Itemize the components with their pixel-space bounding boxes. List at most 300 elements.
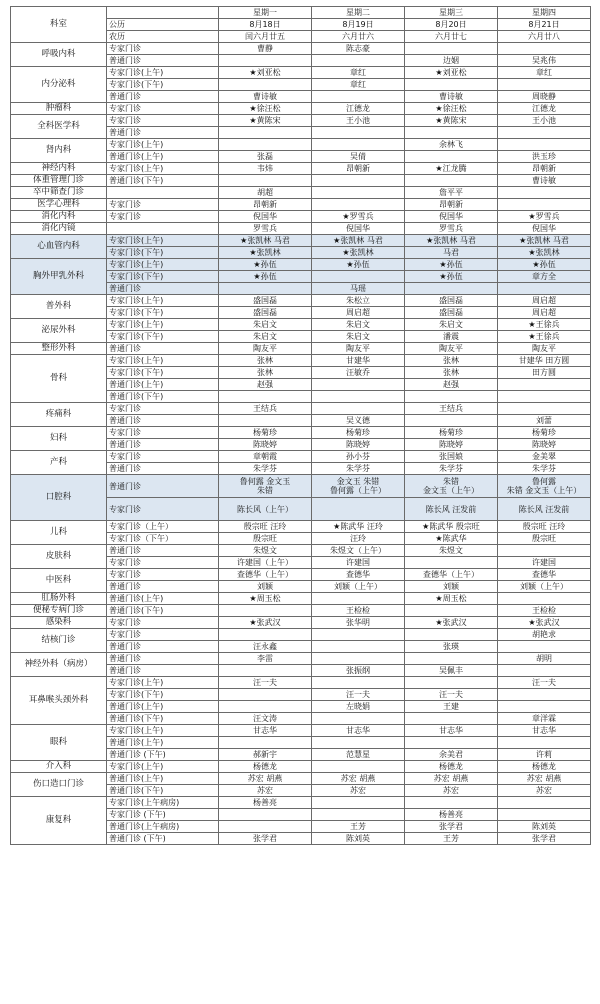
department-name: 介入科 [11,761,107,773]
doctor-cell: 江德龙 [312,103,405,115]
doctor-cell: 汪敏乔 [312,367,405,379]
schedule-row [11,235,591,247]
department-name: 呼吸内科 [11,43,107,67]
doctor-cell: 殷宗旺 [219,533,312,545]
doctor-cell: ★张凯林 [498,247,591,259]
doctor-cell: 查德华（上午） [219,569,312,581]
clinic-type: 专家门诊 [107,115,219,127]
doctor-cell [219,701,312,713]
doctor-cell: ★陈武华 汪玲 [312,521,405,533]
doctor-cell: 朱煜文 [405,545,498,557]
doctor-cell: 陈晓婷 [312,439,405,451]
doctor-cell [219,139,312,151]
doctor-cell: 王结兵 [219,403,312,415]
department-name: 肿瘤科 [11,103,107,115]
doctor-cell: 盛国磊 [219,307,312,319]
doctor-cell: ★张凯林 马君 [498,235,591,247]
doctor-cell: 陈志豪 [312,43,405,55]
doctor-cell: ★孙伍 [405,259,498,271]
doctor-cell: 倪国华 [498,223,591,235]
department-name: 消化内科 [11,211,107,223]
doctor-cell: ★徐汪松 [405,103,498,115]
doctor-cell: 潘震 [405,331,498,343]
doctor-cell: 朱启文 [219,319,312,331]
doctor-cell [312,737,405,749]
doctor-cell: ★陈武华 [405,533,498,545]
clinic-type: 专家门诊(下午) [107,367,219,379]
schedule-row [11,139,591,151]
department-name: 神经内科 [11,163,107,175]
clinic-type: 普通门诊(上午) [107,379,219,391]
doctor-cell: 盛国磊 [405,295,498,307]
doctor-cell: 昂朝新 [405,199,498,211]
doctor-cell: 曹静 [219,43,312,55]
doctor-cell: 朱学芬 [312,463,405,475]
doctor-cell [498,379,591,391]
doctor-cell: 汪永鑫 [219,641,312,653]
doctor-cell: 殷宗旺 汪玲 [219,521,312,533]
doctor-cell [312,653,405,665]
doctor-cell: 王检检 [312,605,405,617]
schedule-row [11,163,591,175]
doctor-cell [312,199,405,211]
doctor-cell: 查德华 [498,569,591,581]
doctor-cell: 陶友平 [312,343,405,355]
doctor-cell [312,498,405,521]
doctor-cell [219,79,312,91]
doctor-cell: 朱错 金文玉（上午） [405,475,498,498]
clinic-type: 专家门诊 [107,629,219,641]
doctor-cell: 边姻 [405,55,498,67]
doctor-cell [312,797,405,809]
schedule-row [11,187,591,199]
clinic-type: 专家门诊 (下午) [107,809,219,821]
doctor-cell [498,797,591,809]
doctor-cell: ★张武汉 [405,617,498,629]
clinic-type [107,187,219,199]
clinic-type: 专家门诊(上午) [107,725,219,737]
doctor-cell: 李雷 [219,653,312,665]
lunar-date-header: 闰六月廿五 [219,31,312,43]
doctor-cell: 朱松立 [312,295,405,307]
schedule-row [11,653,591,665]
doctor-cell [312,55,405,67]
schedule-row [11,521,591,533]
doctor-cell [498,593,591,605]
doctor-cell [498,689,591,701]
doctor-cell [498,737,591,749]
doctor-cell: 甘建华 田方圆 [498,355,591,367]
clinic-type: 专家门诊(下午) [107,247,219,259]
doctor-cell: ★黄陈宋 [219,115,312,127]
doctor-cell: ★张凯林 [219,247,312,259]
doctor-cell: 章红 [312,67,405,79]
doctor-cell: 陶友平 [219,343,312,355]
doctor-cell: ★孙伍 [219,259,312,271]
schedule-row [11,295,591,307]
doctor-cell: 金美翠 [498,451,591,463]
doctor-cell: 朱学芬 [498,463,591,475]
clinic-type: 专家门诊 [107,427,219,439]
doctor-cell: 许莉 [498,749,591,761]
doctor-cell: 苏宏 [498,785,591,797]
doctor-cell: 胡艳求 [498,629,591,641]
doctor-cell: 赵强 [219,379,312,391]
doctor-cell: 洪玉珍 [498,151,591,163]
doctor-cell: 章洋霖 [498,713,591,725]
clinic-type: 专家门诊 [107,211,219,223]
doctor-cell: 陶友平 [498,343,591,355]
header-row-weekday [11,7,591,19]
clinic-type: 专家门诊 [107,43,219,55]
doctor-cell: 倪国华 [219,211,312,223]
doctor-cell: 张学君 [219,833,312,845]
doctor-cell: 章方全 [498,271,591,283]
clinic-type: 普通门诊(下午) [107,605,219,617]
doctor-cell: 杨德龙 [405,761,498,773]
doctor-cell: ★刘亚松 [219,67,312,79]
doctor-cell: 甘志华 [219,725,312,737]
doctor-cell: 张学君 [498,833,591,845]
clinic-type: 普通门诊(上午病房) [107,821,219,833]
clinic-type: 专家门诊(上午) [107,163,219,175]
doctor-cell [498,403,591,415]
doctor-cell: 吴兆伟 [498,55,591,67]
clinic-type: 普通门诊 [107,283,219,295]
clinic-type: 专家门诊(上午) [107,677,219,689]
doctor-cell: 朱学芬 [219,463,312,475]
lunar-label: 农历 [107,31,219,43]
clinic-type: 专家门诊(上午病房) [107,797,219,809]
doctor-cell: 朱学芬 [405,463,498,475]
doctor-cell: ★罗雪兵 [312,211,405,223]
doctor-cell: 许建国（上午） [219,557,312,569]
date-header: 8月18日 [219,19,312,31]
clinic-type: 专家门诊(下午) [107,307,219,319]
department-name: 伤口造口门诊 [11,773,107,797]
clinic-type: 专家门诊(上午) [107,235,219,247]
doctor-cell: 金文玉 朱错 鲁何露（上午） [312,475,405,498]
doctor-cell: ★孙伍 [405,271,498,283]
doctor-cell: 朱煜文 [219,545,312,557]
doctor-cell: 甘志华 [498,725,591,737]
doctor-cell: 周启超 [498,295,591,307]
doctor-cell: 张华明 [312,617,405,629]
doctor-cell: 张磊 [219,151,312,163]
doctor-cell: ★张凯林 马君 [312,235,405,247]
department-name: 体重管理门诊 [11,175,107,187]
doctor-cell [312,391,405,403]
doctor-cell: 周晓静 [498,91,591,103]
doctor-cell: 杨德龙 [219,761,312,773]
department-name: 内分泌科 [11,67,107,103]
weekday-header: 星期一 [219,7,312,19]
doctor-cell: 杨菊珍 [405,427,498,439]
doctor-cell: 吴倩 [312,151,405,163]
doctor-cell [498,79,591,91]
schedule-row [11,761,591,773]
doctor-cell [405,713,498,725]
doctor-cell [312,271,405,283]
doctor-cell: 郝新宇 [219,749,312,761]
schedule-row [11,343,591,355]
department-name: 皮肤科 [11,545,107,569]
doctor-cell: 陈长风 汪发前 [405,498,498,521]
clinic-type: 专家门诊(下午) [107,331,219,343]
doctor-cell: 王小池 [312,115,405,127]
doctor-cell: 鲁何露 金文玉 朱错 [219,475,312,498]
clinic-type: 专家门诊 [107,199,219,211]
clinic-type: 普通门诊 [107,475,219,498]
doctor-cell [219,737,312,749]
doctor-cell [405,629,498,641]
department-name: 口腔科 [11,475,107,521]
schedule-row [11,175,591,187]
gregorian-label: 公历 [107,19,219,31]
doctor-cell: 胡超 [219,187,312,199]
clinic-type: 专家门诊(上午) [107,355,219,367]
doctor-cell: 刘蕾 [498,415,591,427]
doctor-cell: 杨德龙 [498,761,591,773]
clinic-type: 专家门诊(下午) [107,271,219,283]
schedule-row [11,629,591,641]
schedule-row [11,725,591,737]
doctor-cell [498,283,591,295]
clinic-type: 专家门诊(下午) [107,79,219,91]
department-name: 神经外科（病房） [11,653,107,677]
doctor-cell: 刘颖 [405,581,498,593]
doctor-cell [219,689,312,701]
doctor-cell: 杨善亮 [405,809,498,821]
schedule-row [11,427,591,439]
date-header: 8月21日 [498,19,591,31]
schedule-row [11,451,591,463]
doctor-cell [312,761,405,773]
schedule-row [11,319,591,331]
doctor-cell: 陈晓婷 [498,439,591,451]
outpatient-schedule-table [10,6,591,845]
clinic-type: 专家门诊 [107,569,219,581]
clinic-type: 普通门诊 (下午) [107,833,219,845]
clinic-type: 普通门诊 [107,581,219,593]
schedule-row [11,355,591,367]
doctor-cell [219,605,312,617]
doctor-cell: 陈晓婷 [219,439,312,451]
doctor-cell: 朱启文 [312,331,405,343]
clinic-type: 普通门诊 [107,665,219,677]
clinic-type: 普通门诊(上午) [107,701,219,713]
schedule-row [11,569,591,581]
doctor-cell: 汪文涛 [219,713,312,725]
clinic-type: 普通门诊 [107,343,219,355]
schedule-row [11,43,591,55]
doctor-cell [405,605,498,617]
department-name: 中医科 [11,569,107,593]
doctor-cell: 张林 [219,355,312,367]
doctor-cell: 甘建华 [312,355,405,367]
doctor-cell: 王芳 [405,833,498,845]
doctor-cell [405,677,498,689]
doctor-cell: 苏宏 [312,785,405,797]
clinic-type: 普通门诊 (下午) [107,749,219,761]
date-header: 8月20日 [405,19,498,31]
doctor-cell: 杨菊珍 [312,427,405,439]
doctor-cell: 罗雪兵 [405,223,498,235]
schedule-row [11,67,591,79]
doctor-cell: ★周玉松 [405,593,498,605]
clinic-type: 专家门诊(上午) [107,139,219,151]
doctor-cell: 范慧星 [312,749,405,761]
lunar-date-header: 六月廿八 [498,31,591,43]
schedule-row [11,605,591,617]
doctor-cell: 张学君 [405,821,498,833]
doctor-cell: 汪一夫 [498,677,591,689]
department-name: 妇科 [11,427,107,451]
doctor-cell: ★张凯林 马君 [405,235,498,247]
department-name: 眼科 [11,725,107,761]
doctor-cell: 盛国磊 [219,295,312,307]
doctor-cell [498,809,591,821]
clinic-type [107,223,219,235]
doctor-cell: 朱启文 [405,319,498,331]
doctor-cell: 马瑶 [312,283,405,295]
doctor-cell [312,403,405,415]
department-name: 泌尿外科 [11,319,107,343]
doctor-cell: 甘志华 [312,725,405,737]
clinic-type: 专家门诊(上午) [107,761,219,773]
doctor-cell [405,797,498,809]
department-name: 全科医学科 [11,115,107,139]
doctor-cell [219,283,312,295]
clinic-type: 专家门诊 [107,498,219,521]
doctor-cell: 苏宏 胡燕 [219,773,312,785]
doctor-cell [312,139,405,151]
doctor-cell [312,127,405,139]
doctor-cell [405,127,498,139]
clinic-type: 专家门诊 [107,557,219,569]
doctor-cell: 许建国 [498,557,591,569]
doctor-cell: 张国娘 [405,451,498,463]
doctor-cell: 倪国华 [405,211,498,223]
doctor-cell: 周启超 [312,307,405,319]
doctor-cell: ★孙伍 [219,271,312,283]
doctor-cell [405,79,498,91]
doctor-cell: 朱启文 [219,331,312,343]
doctor-cell [219,127,312,139]
doctor-cell: 罗雪兵 [219,223,312,235]
doctor-cell [498,139,591,151]
doctor-cell [405,415,498,427]
doctor-cell: ★黄陈宋 [405,115,498,127]
doctor-cell [312,713,405,725]
doctor-cell [219,415,312,427]
clinic-type: 普通门诊 [107,91,219,103]
doctor-cell: 章朝霞 [219,451,312,463]
doctor-cell [219,175,312,187]
doctor-cell: 章红 [312,79,405,91]
clinic-type: 普通门诊 [107,641,219,653]
department-name: 整形外科 [11,343,107,355]
doctor-cell [405,737,498,749]
clinic-type: 专家门诊(上午) [107,67,219,79]
doctor-cell [219,629,312,641]
doctor-cell [219,391,312,403]
doctor-cell: 曹诗敏 [405,91,498,103]
doctor-cell [498,199,591,211]
doctor-cell: 章红 [498,67,591,79]
doctor-cell: 苏宏 胡燕 [498,773,591,785]
clinic-type: 普通门诊(上午) [107,151,219,163]
doctor-cell: 昂朝新 [312,163,405,175]
doctor-cell: 杨菊珍 [219,427,312,439]
clinic-type: 普通门诊 [107,127,219,139]
doctor-cell: ★张武汉 [498,617,591,629]
department-name: 肾内科 [11,139,107,163]
schedule-row [11,259,591,271]
doctor-cell: 陈长风 汪发前 [498,498,591,521]
doctor-cell [498,701,591,713]
doctor-cell: 昂朝新 [219,199,312,211]
doctor-cell: 杨善亮 [219,797,312,809]
doctor-cell: 陈晓婷 [405,439,498,451]
clinic-type: 普通门诊(上午) [107,593,219,605]
doctor-cell: 盛国磊 [405,307,498,319]
doctor-cell: 陈长风（上午） [219,498,312,521]
doctor-cell: 许建国 [312,557,405,569]
department-name: 疼痛科 [11,403,107,427]
doctor-cell: 苏宏 [405,785,498,797]
doctor-cell [498,43,591,55]
doctor-cell [405,391,498,403]
doctor-cell: 韦炜 [219,163,312,175]
doctor-cell: 王检检 [498,605,591,617]
doctor-cell: 汪一夫 [405,689,498,701]
clinic-type: 普通门诊 [107,439,219,451]
doctor-cell: 刘颖 [219,581,312,593]
schedule-container [10,6,590,845]
doctor-cell: ★孙伍 [498,259,591,271]
schedule-row [11,115,591,127]
doctor-cell: 倪国华 [312,223,405,235]
doctor-cell [405,175,498,187]
clinic-type: 专家门诊(下午) [107,689,219,701]
department-name: 卒中筛查门诊 [11,187,107,199]
doctor-cell: 张林 [405,367,498,379]
doctor-cell [405,653,498,665]
schedule-row [11,103,591,115]
doctor-cell: 查德华 [312,569,405,581]
department-name: 康复科 [11,797,107,845]
doctor-cell: 余林飞 [405,139,498,151]
clinic-type: 普通门诊 [107,653,219,665]
doctor-cell [312,641,405,653]
clinic-type: 专家门诊(上午) [107,259,219,271]
schedule-row [11,199,591,211]
doctor-cell: 王芳 [312,821,405,833]
doctor-cell [498,641,591,653]
schedule-row [11,403,591,415]
schedule-row [11,475,591,498]
doctor-cell: 王建 [405,701,498,713]
schedule-row [11,211,591,223]
doctor-cell: 昂朝新 [498,163,591,175]
doctor-cell: 张振纲 [312,665,405,677]
date-header: 8月19日 [312,19,405,31]
department-name: 医学心理科 [11,199,107,211]
doctor-cell: ★张凯林 马君 [219,235,312,247]
doctor-cell: ★王徐兵 [498,319,591,331]
doctor-cell: 田方圆 [498,367,591,379]
